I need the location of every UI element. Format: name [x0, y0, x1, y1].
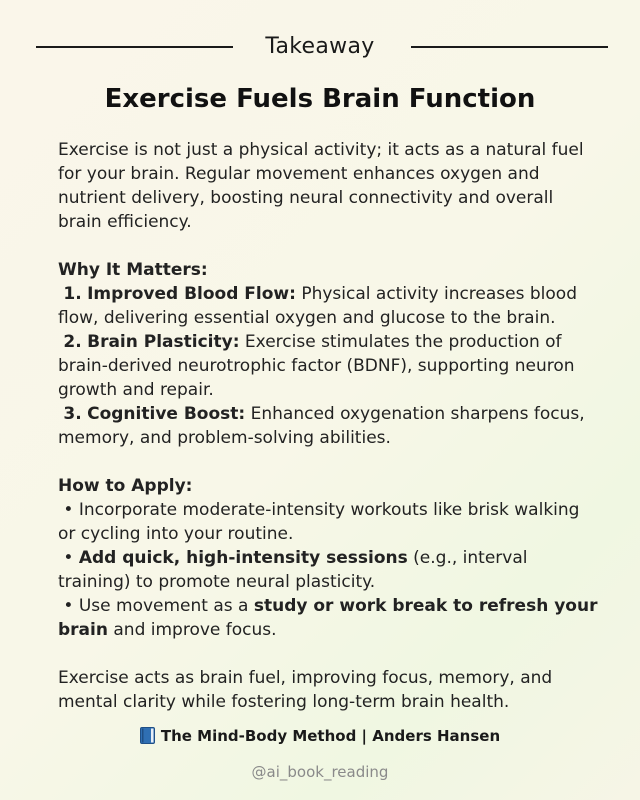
intro-paragraph: Exercise is not just a physical activity; it acts as a natural fuel for your brain. Regular movement enhances oxygen and nutrient delivery, boosting neural connectivity and overall brain efficiency.	[58, 140, 584, 232]
how-heading: How to Apply:	[58, 476, 193, 496]
book-icon	[140, 727, 155, 744]
how-item	[58, 594, 598, 642]
book-source	[0, 727, 640, 745]
why-item-title: Brain Plasticity:	[87, 332, 240, 352]
why-item-title: Cognitive Boost:	[87, 404, 246, 424]
header-rule-right	[411, 46, 608, 48]
why-item-text: Exercise stimulates the production of brain-derived neurotrophic factor (BDNF), supporting neuron growth and repair.	[58, 332, 575, 400]
how-item-text: and improve focus.	[107, 620, 277, 640]
why-item	[58, 282, 598, 330]
section-header	[0, 32, 640, 64]
why-item-number: 2.	[63, 332, 82, 352]
how-item-text: Incorporate moderate-intensity workouts like brisk walking or cycling into your routine.	[58, 500, 580, 544]
how-item-text: (e.g., interval training) to promote neural plasticity.	[58, 548, 528, 592]
why-item-number: 1.	[63, 284, 82, 304]
why-heading: Why It Matters:	[58, 260, 208, 280]
article-body	[58, 138, 598, 714]
section-label: Takeaway	[265, 34, 375, 59]
bullet-icon: •	[63, 500, 74, 520]
bullet-icon: •	[63, 596, 74, 616]
why-item	[58, 402, 598, 450]
why-item-title: Improved Blood Flow:	[87, 284, 296, 304]
book-title-author: The Mind-Body Method | Anders Hansen	[160, 727, 501, 745]
how-item-emphasis: Add quick, high-intensity sessions	[78, 548, 408, 568]
account-handle: @ai_book_reading	[251, 763, 389, 781]
why-item-number: 3.	[63, 404, 82, 424]
how-item-text: Use movement as a	[78, 596, 254, 616]
conclusion-paragraph: Exercise acts as brain fuel, improving focus, memory, and mental clarity while fostering long-term brain health.	[58, 668, 553, 712]
why-item-text: Enhanced oxygenation sharpens focus, memory, and problem-solving abilities.	[58, 404, 585, 448]
how-item-emphasis: study or work break to refresh your brain	[58, 596, 598, 640]
page-title: Exercise Fuels Brain Function	[104, 84, 536, 114]
why-item	[58, 330, 598, 402]
how-item	[58, 546, 598, 594]
why-item-text: Physical activity increases blood flow, delivering essential oxygen and glucose to the brain.	[58, 284, 577, 328]
how-item	[58, 498, 598, 546]
bullet-icon: •	[63, 548, 74, 568]
